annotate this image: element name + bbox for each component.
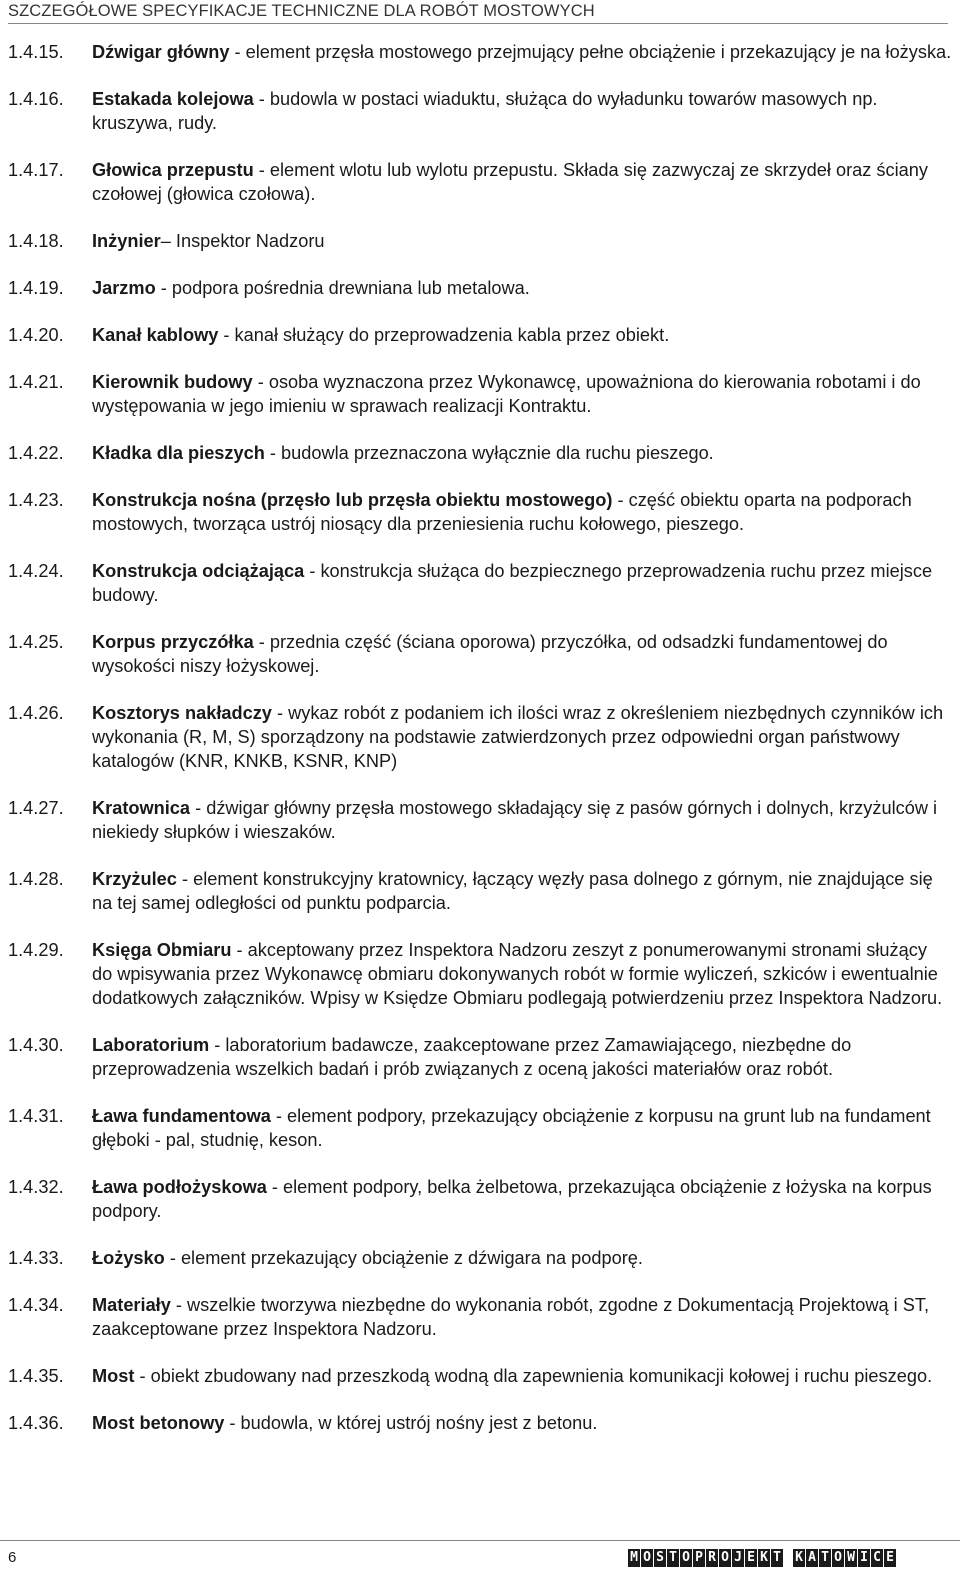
entry-term: Kratownica xyxy=(92,798,191,818)
entry-text: - budowla, w której ustrój nośny jest z betonu. xyxy=(224,1413,598,1433)
entry-number: 1.4.27. xyxy=(8,798,64,818)
definition-entry xyxy=(0,1411,960,1435)
definition-entry xyxy=(0,1104,960,1152)
definition-entry xyxy=(0,1293,960,1341)
entry-term: Konstrukcja odciążająca xyxy=(92,561,305,581)
entry-text: - laboratorium badawcze, zaakceptowane przez Zamawiającego, niezbędne do przeprowadzenia wszelkich badań i prób związanych z oceną jakości materiałów oraz robót. xyxy=(92,1035,852,1079)
entry-number: 1.4.22. xyxy=(8,443,64,463)
entry-term: Materiały xyxy=(92,1295,171,1315)
page-number: 6 xyxy=(8,1549,17,1566)
entry-number: 1.4.20. xyxy=(8,325,64,345)
entry-text: - element konstrukcyjny kratownicy, łączący węzły pasa dolnego z górnym, nie znajdujące się na tej samej odległości od punktu podparcia. xyxy=(92,869,933,913)
definition-entry xyxy=(0,40,960,64)
entry-term: Most betonowy xyxy=(92,1413,225,1433)
logo-letter: I xyxy=(858,1549,870,1567)
entry-text: - budowla przeznaczona wyłącznie dla ruchu pieszego. xyxy=(264,443,714,463)
entry-number: 1.4.31. xyxy=(8,1106,64,1126)
logo-letter: A xyxy=(806,1549,818,1567)
header-title: SZCZEGÓŁOWE SPECYFIKACJE TECHNICZNE DLA ROBÓT MOSTOWYCH xyxy=(8,2,595,20)
entry-term: Ława podłożyskowa xyxy=(92,1177,267,1197)
entry-text: - element przekazujący obciążenie z dźwigara na podporę. xyxy=(164,1248,643,1268)
running-header xyxy=(8,2,948,24)
entry-term: Kosztorys nakładczy xyxy=(92,703,272,723)
entry-text: - akceptowany przez Inspektora Nadzoru zeszyt z ponumerowanymi stronami służący do wpisywania przez Wykonawcę obmiaru dokonywanych robót w formie wyliczeń, szkiców i ewentualnie dodatkowych załączników. Wpisy w Księdze Obmiaru podlegają potwierdzeniu przez Inspektora Nadzoru. xyxy=(92,940,943,1008)
entry-number: 1.4.34. xyxy=(8,1295,64,1315)
entry-text: - przednia część (ściana oporowa) przyczółka, od odsadzki fundamentowej do wysokości niszy łożyskowej. xyxy=(92,632,888,676)
entry-term: Ława fundamentowa xyxy=(92,1106,271,1126)
entry-text: - podpora pośrednia drewniana lub metalowa. xyxy=(155,278,530,298)
entry-term: Konstrukcja nośna (przęsło lub przęsła obiektu mostowego) xyxy=(92,490,613,510)
entry-term: Księga Obmiaru xyxy=(92,940,232,960)
logo-letter: E xyxy=(884,1549,896,1567)
definition-entry xyxy=(0,1175,960,1223)
entry-text: - dźwigar główny przęsła mostowego składający się z pasów górnych i dolnych, krzyżulców i niekiedy słupków i wieszaków. xyxy=(92,798,938,842)
entry-text: - element podpory, belka żelbetowa, przekazująca obciążenie z łożyska na korpus podpory. xyxy=(92,1177,932,1221)
entry-text: - obiekt zbudowany nad przeszkodą wodną dla zapewnienia komunikacji kołowej i ruchu pieszego. xyxy=(134,1366,933,1386)
company-logo xyxy=(628,1549,896,1567)
entry-term: Krzyżulec xyxy=(92,869,177,889)
definition-entry xyxy=(0,87,960,135)
entry-number: 1.4.36. xyxy=(8,1413,64,1433)
logo-letter: C xyxy=(871,1549,883,1567)
definition-entry xyxy=(0,1246,960,1270)
entry-text: - element przęsła mostowego przejmujący pełne obciążenie i przekazujący je na łożyska. xyxy=(229,42,952,62)
definition-entry xyxy=(0,1364,960,1388)
definition-entry xyxy=(0,1033,960,1081)
logo-letter: O xyxy=(641,1549,653,1567)
entry-text: – Inspektor Nadzoru xyxy=(160,231,325,251)
entry-term: Inżynier xyxy=(92,231,161,251)
entry-number: 1.4.23. xyxy=(8,490,64,510)
entry-number: 1.4.17. xyxy=(8,160,64,180)
definition-entry xyxy=(0,630,960,678)
logo-letter: O xyxy=(680,1549,692,1567)
definition-entry xyxy=(0,441,960,465)
definitions-list xyxy=(0,40,960,1458)
entry-term: Most xyxy=(92,1366,135,1386)
definition-entry xyxy=(0,323,960,347)
logo-letter: K xyxy=(793,1549,805,1567)
entry-number: 1.4.21. xyxy=(8,372,64,392)
logo-letter: T xyxy=(819,1549,831,1567)
logo-letter: O xyxy=(832,1549,844,1567)
logo-letter: K xyxy=(758,1549,770,1567)
entry-text: - kanał służący do przeprowadzenia kabla przez obiekt. xyxy=(218,325,670,345)
logo-letter: O xyxy=(719,1549,731,1567)
definition-entry xyxy=(0,488,960,536)
entry-term: Kanał kablowy xyxy=(92,325,219,345)
definition-entry xyxy=(0,559,960,607)
entry-term: Jarzmo xyxy=(92,278,156,298)
entry-text: - część obiektu oparta na podporach mostowych, tworząca ustrój niosący dla przeniesienia ruchu kołowego, pieszego. xyxy=(92,490,912,534)
definition-entry xyxy=(0,276,960,300)
entry-term: Dźwigar główny xyxy=(92,42,230,62)
entry-term: Laboratorium xyxy=(92,1035,210,1055)
entry-term: Estakada kolejowa xyxy=(92,89,254,109)
entry-number: 1.4.24. xyxy=(8,561,64,581)
entry-term: Kierownik budowy xyxy=(92,372,253,392)
logo-letter: J xyxy=(732,1549,744,1567)
entry-text: - element wlotu lub wylotu przepustu. Składa się zazwyczaj ze skrzydeł oraz ściany czołowej (głowica czołowa). xyxy=(92,160,928,204)
definition-entry xyxy=(0,938,960,1010)
entry-number: 1.4.15. xyxy=(8,42,64,62)
logo-letter: R xyxy=(706,1549,718,1567)
entry-text: - osoba wyznaczona przez Wykonawcę, upoważniona do kierowania robotami i do występowania w jego imieniu w sprawach realizacji Kontraktu. xyxy=(92,372,921,416)
entry-term: Korpus przyczółka xyxy=(92,632,254,652)
entry-number: 1.4.25. xyxy=(8,632,64,652)
entry-text: - konstrukcja służąca do bezpiecznego przeprowadzenia ruchu przez miejsce budowy. xyxy=(92,561,933,605)
entry-term: Kładka dla pieszych xyxy=(92,443,265,463)
entry-text: - element podpory, przekazujący obciążenie z korpusu na grunt lub na fundament głęboki - pal, studnię, keson. xyxy=(92,1106,931,1150)
definition-entry xyxy=(0,867,960,915)
entry-number: 1.4.29. xyxy=(8,940,64,960)
logo-letter: E xyxy=(745,1549,757,1567)
logo-letter: T xyxy=(771,1549,783,1567)
logo-letter: W xyxy=(845,1549,857,1567)
entry-term: Głowica przepustu xyxy=(92,160,254,180)
entry-number: 1.4.18. xyxy=(8,231,64,251)
entry-number: 1.4.16. xyxy=(8,89,64,109)
entry-term: Łożysko xyxy=(92,1248,165,1268)
definition-entry xyxy=(0,370,960,418)
logo-letter: S xyxy=(654,1549,666,1567)
definition-entry xyxy=(0,796,960,844)
entry-number: 1.4.28. xyxy=(8,869,64,889)
entry-text: - wykaz robót z podaniem ich ilości wraz z określeniem niezbędnych czynników ich wykonania (R, M, S) sporządzony na podstawie zatwierdzonych przez odpowiedni organ państwowy katalogów (KNR, KNKB, KSNR, KNP) xyxy=(92,703,944,771)
definition-entry xyxy=(0,701,960,773)
entry-text: - wszelkie tworzywa niezbędne do wykonania robót, zgodne z Dokumentacją Projektową i ST, zaakceptowane przez Inspektora Nadzoru. xyxy=(92,1295,930,1339)
entry-number: 1.4.33. xyxy=(8,1248,64,1268)
entry-text: - budowla w postaci wiaduktu, służąca do wyładunku towarów masowych np. kruszywa, rudy. xyxy=(92,89,878,133)
entry-number: 1.4.30. xyxy=(8,1035,64,1055)
entry-number: 1.4.19. xyxy=(8,278,64,298)
page-footer xyxy=(0,1540,960,1570)
logo-letter: T xyxy=(667,1549,679,1567)
logo-letter: M xyxy=(628,1549,640,1567)
entry-number: 1.4.26. xyxy=(8,703,64,723)
entry-number: 1.4.35. xyxy=(8,1366,64,1386)
definition-entry xyxy=(0,229,960,253)
logo-letter: P xyxy=(693,1549,705,1567)
entry-number: 1.4.32. xyxy=(8,1177,64,1197)
definition-entry xyxy=(0,158,960,206)
logo-gap xyxy=(784,1549,792,1567)
